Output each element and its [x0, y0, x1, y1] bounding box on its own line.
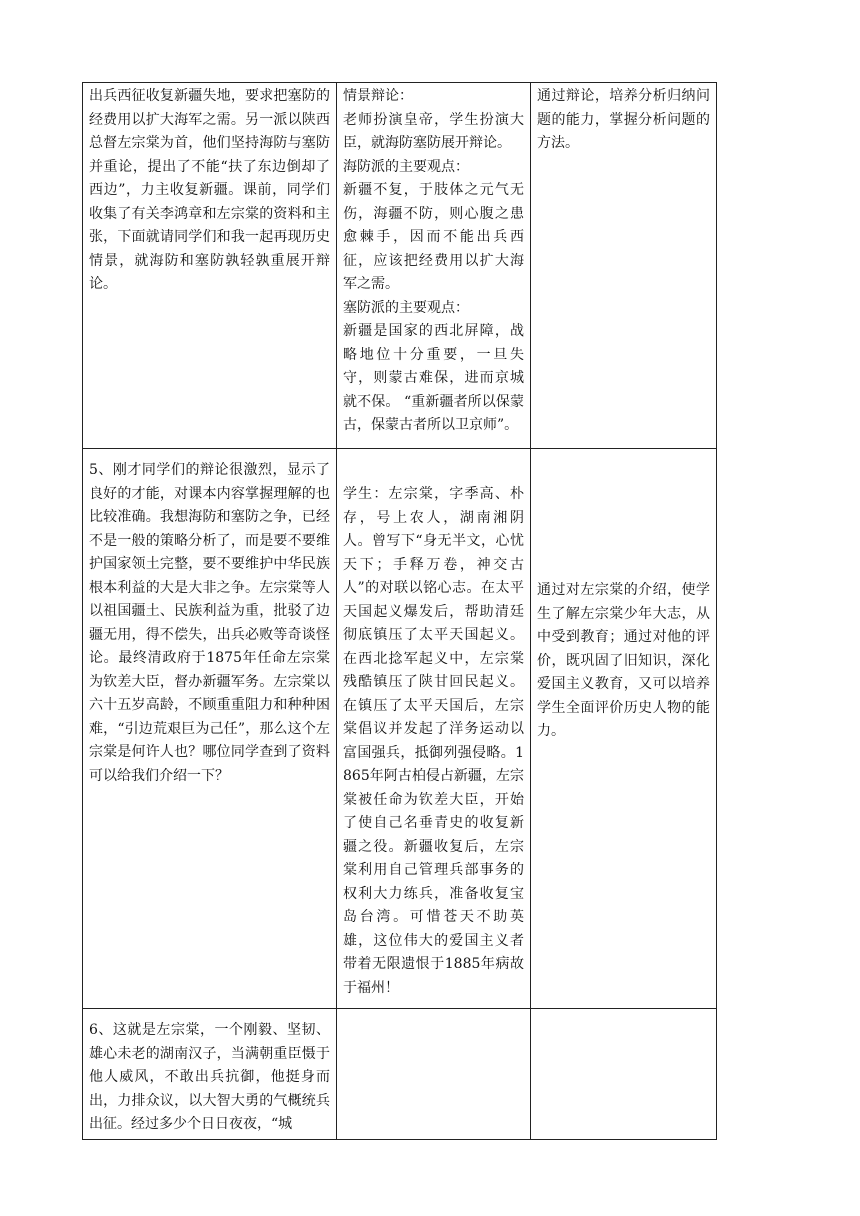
student-activity-cell — [337, 449, 531, 1009]
student-text: 老师扮演皇帝，学生扮演大臣，就海防塞防展开辩论。 — [343, 111, 524, 151]
table-row — [83, 83, 717, 449]
table-row — [83, 1009, 717, 1140]
student-activity-cell — [337, 83, 531, 449]
intent-text: 通过辩论，培养分析归纳问题的能力，掌握分析问题的方法。 — [537, 88, 710, 151]
teacher-activity-cell — [83, 83, 337, 449]
student-activity-cell — [337, 1009, 531, 1140]
teacher-text: 6、这就是左宗棠，一个刚毅、坚韧、雄心未老的湖南汉子，当满朝重臣慑于他人威风，不敢出兵抗御，他挺身而出，力排众议，以大智大勇的气概统兵出征。经过多少个日日夜夜，“城 — [89, 1022, 330, 1132]
teacher-activity-cell — [83, 1009, 337, 1140]
design-intent-cell — [531, 449, 717, 1009]
design-intent-cell — [531, 1009, 717, 1140]
student-text: 塞防派的主要观点： — [343, 299, 469, 316]
teacher-text: 出兵西征收复新疆失地，要求把塞防的经费用以扩大海军之需。另一派以陕西总督左宗棠为首，他们坚持海防与塞防并重论，提出了不能“扶了东边倒却了西边”，力主收复新疆。课前，同学们收集了有关李鸿章和左宗棠的资料和主张，下面就请同学们和我一起再现历史情景，就海防和塞防孰轻孰重展开辩论。 — [89, 88, 330, 292]
lesson-plan-table — [82, 82, 717, 1140]
student-text: 情景辩论： — [343, 88, 413, 104]
student-text: 学生：左宗棠，字季高、朴存，号上农人，湖南湘阴人。曾写下“身无半文，心忧天下；手释万卷，神交古人”的对联以铭心志。在太平天国起义爆发后，帮助清廷彻底镇压了太平天国起义。在西北捻军起义中，左宗棠残酷镇压了陕甘回民起义。在镇压了太平天国后，左宗棠倡议并发起了洋务运动以富国强兵，抵御列强侵略。1865年阿古柏侵占新疆，左宗棠被任命为钦差大臣，开始了使自己名垂青史的收复新疆之役。新疆收复后，左宗棠利用自己管理兵部事务的权利大力练兵，准备收复宝岛台湾。可惜苍天不助英雄，这位伟大的爱国主义者带着无限遗恨于1885年病故于福州！ — [343, 486, 524, 996]
teacher-activity-cell — [83, 449, 337, 1009]
design-intent-cell — [531, 83, 717, 449]
teacher-text: 5、刚才同学们的辩论很激烈，显示了良好的才能，对课本内容掌握理解的也比较准确。我想海防和塞防之争，已经不是一般的策略分析了，而是要不要维护国家领土完整，要不要维护中华民族根本利益的大是大非之争。左宗棠等人以祖国疆土、民族利益为重，批驳了边疆无用，得不偿失，出兵必败等奇谈怪论。最终清政府于1875年任命左宗棠为钦差大臣，督办新疆军务。左宗棠以六十五岁高龄，不顾重重阻力和种种困难，“引边荒艰巨为己任”，那么这个左宗棠是何许人也？哪位同学查到了资料可以给我们介绍一下？ — [89, 462, 330, 784]
student-text: 新疆是国家的西北屏障，战略地位十分重要，一旦失守，则蒙古难保，进而京城就不保。 “重新疆者所以保蒙古，保蒙古者所以卫京师”。 — [343, 323, 524, 433]
intent-text: 通过对左宗棠的介绍，使学生了解左宗棠少年大志，从中受到教育；通过对他的评价，既巩固了旧知识，深化爱国主义教育，又可以培养学生全面评价历史人物的能力。 — [537, 582, 710, 739]
table-row — [83, 449, 717, 1009]
student-text: 海防派的主要观点： — [343, 158, 469, 175]
student-text: 新疆不复，于肢体之元气无伤，海疆不防，则心腹之患愈棘手，因而不能出兵西征，应该把经费用以扩大海军之需。 — [343, 182, 524, 292]
